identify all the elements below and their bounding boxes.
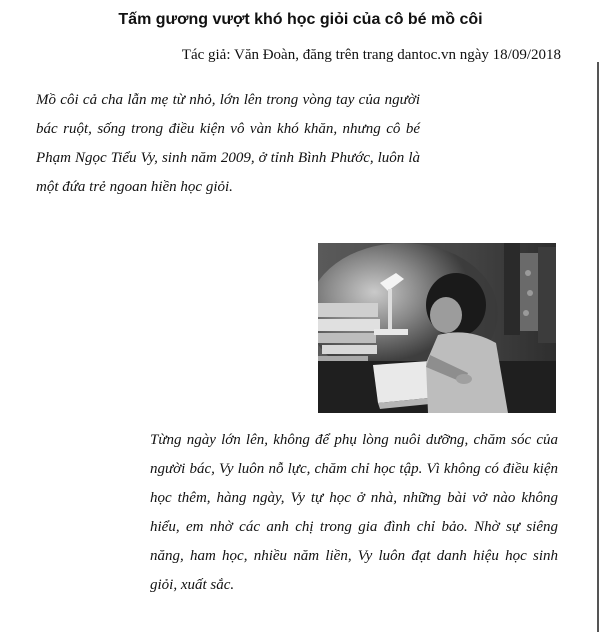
- article-byline: Tác giả: Văn Đoàn, đăng trên trang dantoc.vn ngày 18/09/2018: [181, 47, 561, 63]
- article-paragraph-2: Từng ngày lớn lên, không để phụ lòng nuôi dưỡng, chăm sóc của người bác, Vy luôn nỗ lực, chăm chỉ học tập. Vì không có điều kiện học thêm, hàng ngày, Vy tự học ở nhà, những bài vở nào không hiểu, em nhờ các anh chị trong gia đình chỉ bảo. Nhờ sự siêng năng, ham học, nhiều năm liền, Vy luôn đạt danh hiệu học sinh giỏi, xuất sắc.: [150, 432, 558, 593]
- right-border-line: [597, 62, 599, 632]
- article-photo: [318, 243, 556, 413]
- article-title: Tấm gương vượt khó học giỏi của cô bé mồ côi: [118, 11, 483, 28]
- article-paragraph-1: Mồ côi cả cha lẫn mẹ từ nhỏ, lớn lên trong vòng tay của người bác ruột, sống trong điều kiện vô vàn khó khăn, nhưng cô bé Phạm Ngọc Tiểu Vy, sinh năm 2009, ở tỉnh Bình Phước, luôn là một đứa trẻ ngoan hiền học giỏi.: [36, 92, 420, 195]
- photo-girl-studying-icon: [318, 243, 556, 413]
